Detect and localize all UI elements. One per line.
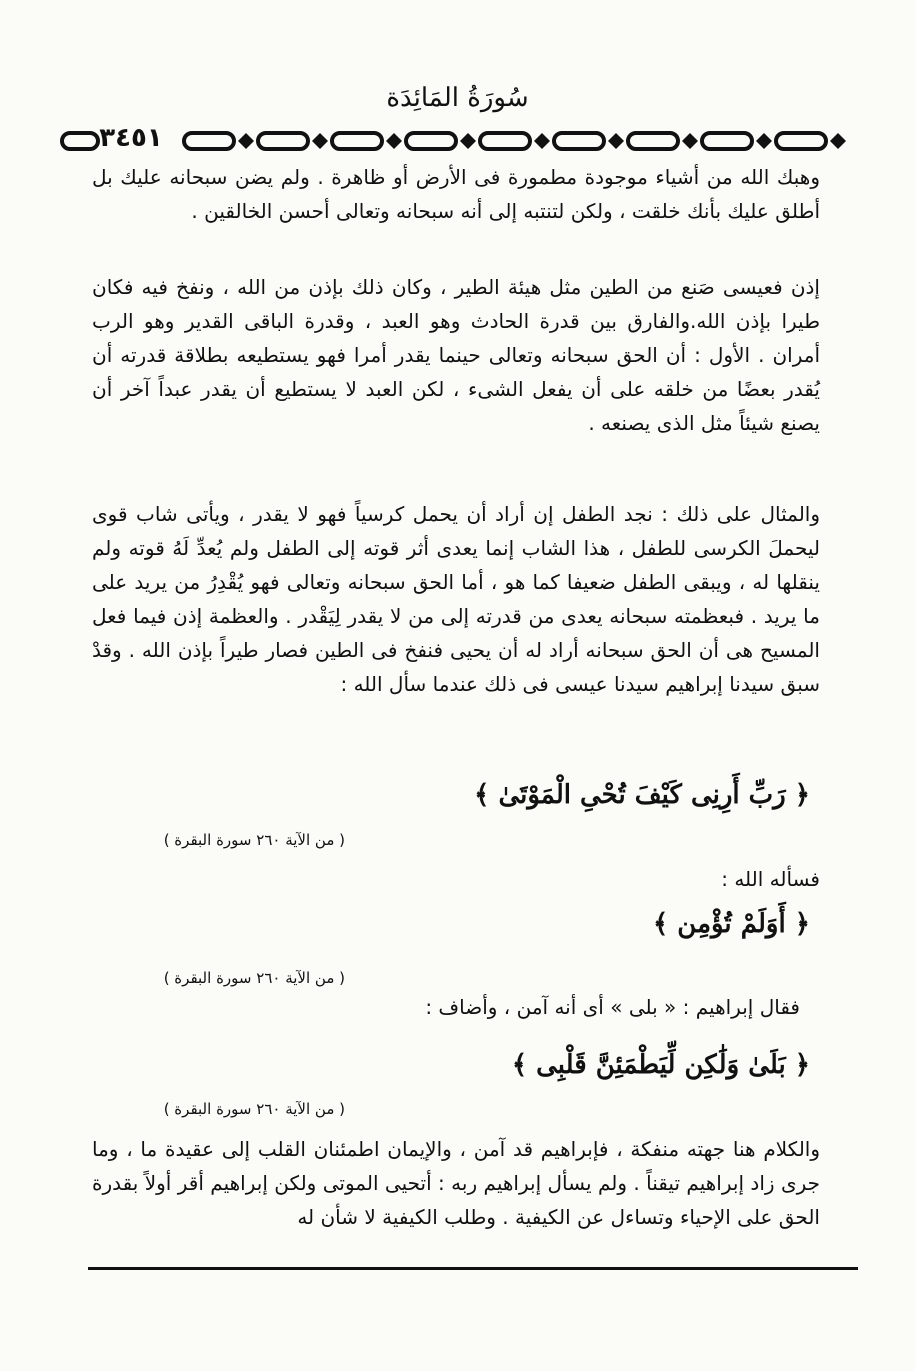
decorative-chain-border [60,126,850,156]
quran-verse: ﴿ أَوَلَمْ تُؤْمِن ﴾ [652,909,810,939]
page-number: ٣٤٥١ [99,123,163,153]
quran-verse: ﴿ رَبِّ أَرِنِى كَيْفَ تُحْىِ الْمَوْتَىٰ ﴾ [474,780,810,810]
paragraph-allah-asked: فسأله الله : [721,867,820,891]
paragraph-intro: وهبك الله من أشياء موجودة مطمورة فى الأرض أو ظاهرة . ولم يضن سبحانه عليك بل أطلق عليك بأنك خلقت ، ولكن لتنتبه إلى أنه سبحانه وتعالى أحسن الخالقين . [92,165,820,223]
paragraph-conclusion: والكلام هنا جهته منفكة ، فإبراهيم قد آمن ، والإيمان اطمئنان القلب إلى عقيدة ما ، وما جرى زاد إبراهيم تيقناً . ولم يسأل إبراهيم ربه : أتحيى الموتى ولكن إبراهيم أقر أولاً بقدرة الحق على الإحياء وتساءل عن الكيفية . وطلب الكيفية لا شأن له [92,1137,820,1229]
verse-source: ( من الآية ٢٦٠ سورة البقرة ) [163,969,345,987]
surah-title: سُورَةُ المَائِدَة [386,83,529,113]
paragraph-isa-miracle: إذن فعيسى صَنع من الطين مثل هيئة الطير ، وكان ذلك بإذن من الله ، ونفخ فيه فكان طيرا بإذن الله.والفارق بين قدرة الحادث وهو العبد ، وقدرة الباقى القدير وهو الرب أمران . الأول : أن الحق سبحانه وتعالى حينما يقدر أمرا فهو يستطيعه بطلاقة قدرته أن يُقدر بعضًا من خلقه على أن يفعل الشىء ، لكن العبد لا يستطيع أن يقدر عبداً آخر أن يصنع شيئاً مثل الذى يصنعه . [92,275,820,435]
bottom-rule [88,1267,858,1270]
verse-source: ( من الآية ٢٦٠ سورة البقرة ) [163,1100,345,1118]
paragraph-ibrahim-said: فقال إبراهيم : « بلى » أى أنه آمن ، وأضاف : [425,995,800,1019]
quran-verse: ﴿ بَلَىٰ وَلَٰكِن لِّيَطْمَئِنَّ قَلْبِى ﴾ [511,1050,810,1080]
paragraph-example: والمثال على ذلك : نجد الطفل إن أراد أن يحمل كرسياً فهو لا يقدر ، ويأتى شاب قوى ليحملَ الكرسى للطفل ، هذا الشاب إنما يعدى أثر قوته إلى الطفل ولم يُعدِّ لَهُ قوته ولم ينقلها له ، ويبقى الطفل ضعيفا كما هو ، أما الحق سبحانه وتعالى فهو يُقْدِرُ من يريد على ما يريد . فبعظمته سبحانه يعدى من قدرته إلى من لا يقدر لِيَقْدر . والعظمة إذن فيما فعل المسيح هى أن الحق سبحانه أراد له أن يحيى فنفخ فى الطين فصار طيراً بإذن الله . وقدْ سبق سيدنا إبراهيم سيدنا عيسى فى ذلك عندما سأل الله : [92,502,820,696]
verse-source: ( من الآية ٢٦٠ سورة البقرة ) [163,831,345,849]
